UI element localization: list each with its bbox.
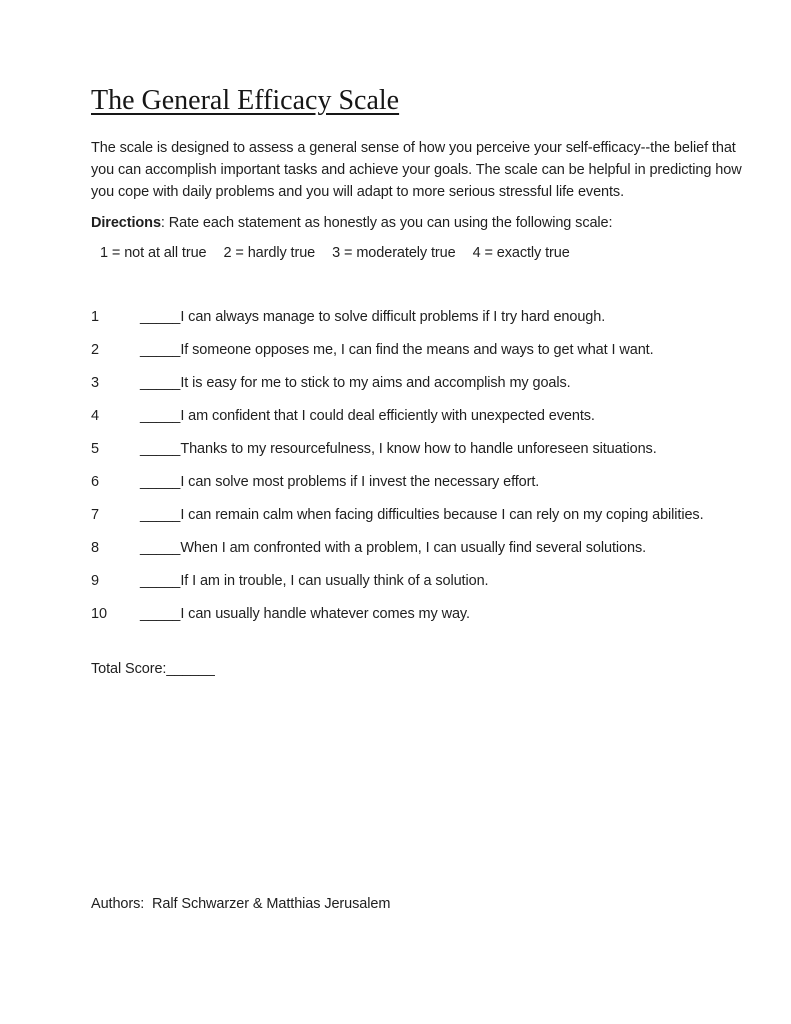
- item-number: 8: [91, 540, 99, 556]
- item-number: 1: [91, 309, 99, 325]
- item-row: [91, 471, 739, 493]
- item-row: [91, 306, 739, 328]
- item-body: [140, 372, 739, 394]
- item-number: 4: [91, 408, 99, 424]
- item-blank: _____: [140, 309, 181, 325]
- item-number: 2: [91, 342, 99, 358]
- item-blank: _____: [140, 408, 181, 424]
- item-blank: _____: [140, 342, 181, 358]
- item-blank: _____: [140, 441, 181, 457]
- authors-line: Authors: Ralf Schwarzer & Matthias Jerusalem: [91, 896, 391, 912]
- item-row: [91, 339, 739, 361]
- directions-text: : Rate each statement as honestly as you can using the following scale:: [160, 215, 613, 231]
- item-body: [140, 504, 739, 526]
- intro-paragraph: The scale is designed to assess a general sense of how you perceive your self-efficacy--the belief that you can accomplish important tasks and achieve your goals. The scale can be helpful in predicting how you cope with daily problems and you will adapt to more serious stressful life events.: [91, 140, 742, 200]
- item-text: I can solve most problems if I invest the necessary effort.: [180, 474, 540, 490]
- scale-option-2: 2 = hardly true: [223, 245, 316, 261]
- item-body: [140, 471, 739, 493]
- item-text: It is easy for me to stick to my aims and accomplish my goals.: [180, 375, 571, 391]
- item-body: [140, 603, 739, 625]
- item-body: [140, 306, 739, 328]
- item-number: 7: [91, 507, 99, 523]
- item-body: [140, 339, 739, 361]
- item-blank: _____: [140, 606, 181, 622]
- item-row: [91, 405, 739, 427]
- item-number: 9: [91, 573, 99, 589]
- item-number: 10: [91, 606, 107, 622]
- item-number: 6: [91, 474, 99, 490]
- directions-label: Directions: [91, 215, 161, 231]
- item-text: I can always manage to solve difficult problems if I try hard enough.: [180, 309, 606, 325]
- item-body: [140, 570, 739, 592]
- item-number: 5: [91, 441, 99, 457]
- scale-option-4: 4 = exactly true: [472, 245, 570, 261]
- item-body: [140, 438, 739, 460]
- item-body: [140, 405, 739, 427]
- item-blank: _____: [140, 573, 181, 589]
- item-body: [140, 537, 739, 559]
- item-row: [91, 438, 739, 460]
- total-score-label: Total Score:: [91, 661, 167, 677]
- item-row: [91, 570, 739, 592]
- item-text: If I am in trouble, I can usually think of a solution.: [180, 573, 489, 589]
- item-text: I can remain calm when facing difficulties because I can rely on my coping abilities.: [180, 507, 704, 523]
- item-text: When I am confronted with a problem, I can usually find several solutions.: [180, 540, 647, 556]
- scale-option-3: 3 = moderately true: [332, 245, 456, 261]
- total-score-blank: ______: [166, 661, 215, 677]
- item-text: If someone opposes me, I can find the means and ways to get what I want.: [180, 342, 654, 358]
- item-blank: _____: [140, 540, 181, 556]
- item-row: [91, 372, 739, 394]
- page-title: The General Efficacy Scale: [91, 85, 400, 116]
- rating-scale-legend: [91, 242, 736, 264]
- item-row: [91, 504, 739, 526]
- total-score-line: [91, 658, 736, 680]
- item-number: 3: [91, 375, 99, 391]
- item-row: [91, 603, 739, 625]
- item-blank: _____: [140, 375, 181, 391]
- directions-line: [91, 212, 746, 234]
- item-text: Thanks to my resourcefulness, I know how to handle unforeseen situations.: [180, 441, 657, 457]
- item-blank: _____: [140, 507, 181, 523]
- item-text: I can usually handle whatever comes my way.: [180, 606, 470, 622]
- item-text: I am confident that I could deal efficiently with unexpected events.: [180, 408, 595, 424]
- scale-option-1: 1 = not at all true: [100, 245, 207, 261]
- item-row: [91, 537, 739, 559]
- item-blank: _____: [140, 474, 181, 490]
- items-list: [91, 306, 739, 625]
